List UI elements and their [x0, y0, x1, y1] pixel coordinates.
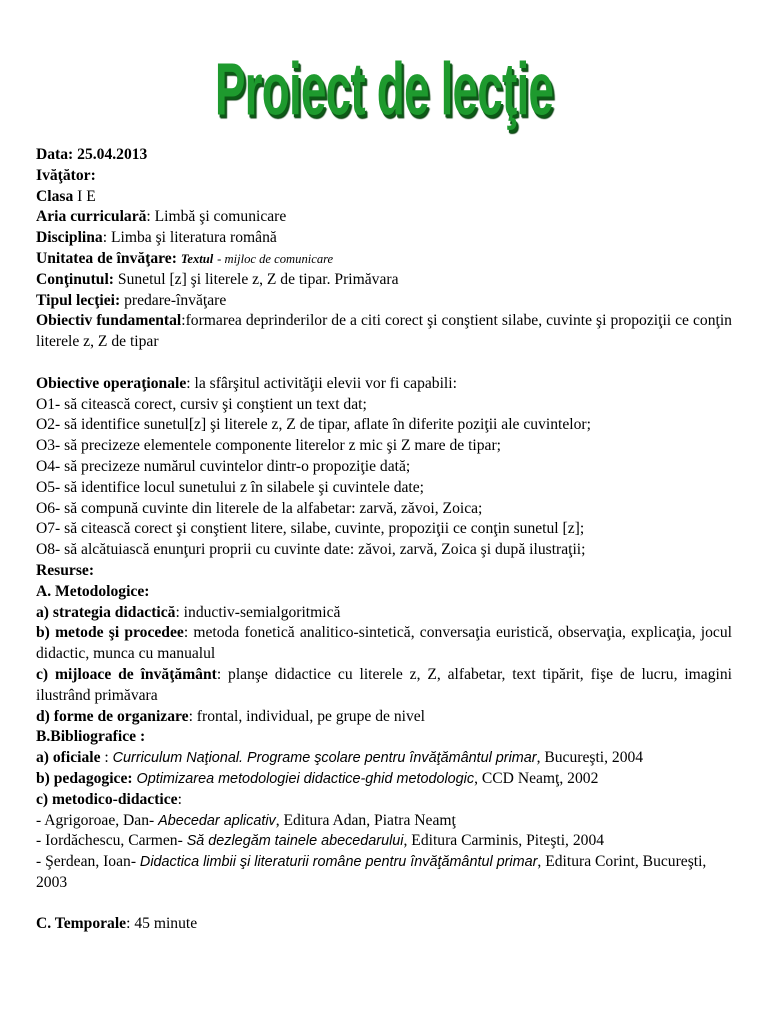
unit-value-rest: - mijloc de comunicare [217, 251, 334, 266]
methodological-heading: A. Metodologice: [36, 582, 150, 600]
methods-line [36, 623, 732, 665]
date-label: Data: [36, 146, 74, 163]
strategy-label: a) strategia didactică [36, 603, 176, 621]
pedagogical-rest: , CCD Neamţ, 2002 [474, 769, 599, 787]
bib-title: Să dezlegăm tainele abecedarului [186, 833, 404, 850]
date-line [36, 145, 732, 166]
operational-label: Obiective operaţionale [36, 374, 187, 392]
methodical-label: c) metodico-didactice [36, 790, 178, 808]
bib-author: - Şerdean, Ioan- [36, 853, 137, 871]
lesson-type-line [36, 291, 732, 312]
bib-rest: , Editura Adan, Piatra Neamţ [275, 811, 456, 829]
strategy-line [36, 603, 732, 624]
discipline-value: : Limba şi literatura română [102, 229, 277, 247]
discipline-label: Disciplina [36, 229, 103, 247]
unit-value-bold: Textul [180, 251, 214, 266]
methods-label: b) metode şi procedee [36, 624, 184, 642]
bib-author: - Agrigoroae, Dan- [36, 811, 155, 829]
pedagogical-label: b) pedagogice: [36, 769, 133, 787]
bibliography-item [36, 811, 732, 832]
lesson-plan-body [36, 145, 732, 935]
lesson-type-label: Tipul lecţiei: [36, 291, 121, 309]
objective-item: O7- să citească corect şi conştient litere, silabe, cuvinte, propoziţii ce conţin sunetul [z]; [36, 520, 585, 538]
means-label: c) mijloace de învăţământ [36, 665, 217, 683]
page-title: Proiect de lecţie [214, 47, 554, 131]
bib-title: Abecedar aplicativ [158, 812, 276, 829]
bib-title: Didactica limbii şi literaturii române pentru învăţământul primar [139, 854, 538, 871]
bibliography-item [36, 831, 732, 852]
pedagogical-title: Optimizarea metodologiei didactice-ghid metodologic [136, 770, 475, 787]
pedagogical-ref [36, 769, 732, 790]
content-value: Sunetul [z] şi literele z, Z de tipar. Primăvara [117, 270, 399, 288]
official-rest: , Bucureşti, 2004 [536, 749, 644, 767]
bib-rest: , Editura Corint, Bucureşti, 2003 [36, 853, 707, 891]
resources-heading: Resurse: [36, 561, 95, 579]
objective-item: O2- să identifice sunetul[z] şi literele z, Z de tipar, aflate în diferite poziţii ale cuvintelor; [36, 416, 591, 434]
area-line [36, 207, 732, 228]
class-line [36, 187, 732, 208]
means-value: : planşe didactice cu literele z, Z, alfabetar, text tipărit, fişe de lucru, imagini ilustrând primăvara [36, 665, 732, 704]
objective-item: O1- să citească corect, cursiv şi conştient un text dat; [36, 395, 367, 413]
unit-label: Unitatea de învăţare: [36, 249, 177, 267]
organization-value: : frontal, individual, pe grupe de nivel [188, 707, 426, 725]
strategy-value: : inductiv-semialgoritmică [175, 603, 341, 621]
class-value: I E [77, 187, 96, 205]
methodical-colon: : [177, 790, 182, 808]
content-label: Conţinutul: [36, 270, 114, 288]
bib-author: - Iordăchescu, Carmen- [36, 832, 183, 850]
fundamental-value: :formarea deprinderilor de a citi corect şi conştient silabe, cuvinte şi propoziţii ce conţin literele z, Z de tipar [36, 312, 732, 351]
official-sep: : [100, 749, 113, 767]
bibliography-item [36, 852, 732, 894]
organization-line [36, 707, 732, 728]
bib-rest: , Editura Carminis, Piteşti, 2004 [403, 832, 605, 850]
temporal-line [36, 914, 732, 935]
content-line [36, 270, 732, 291]
means-line [36, 665, 732, 707]
teacher-label: Ivăţător: [36, 166, 96, 184]
teacher-line [36, 166, 732, 187]
methods-value: : metoda fonetică analitico-sintetică, conversaţia euristică, observaţia, explicaţia, jocul didactic, munca cu manualul [36, 624, 732, 663]
organization-label: d) forme de organizare [36, 707, 189, 725]
objective-item: O3- să precizeze elementele componente literelor z mic şi Z mare de tipar; [36, 437, 501, 455]
area-value: : Limbă şi comunicare [146, 208, 287, 226]
official-title: Curriculum Naţional. Programe şcolare pentru învăţământul primar [112, 750, 537, 767]
temporal-label: C. Temporale [36, 915, 127, 933]
temporal-value: : 45 minute [126, 915, 198, 933]
lesson-type-value: predare-învăţare [124, 291, 227, 309]
objective-item: O4- să precizeze numărul cuvintelor dintr-o propoziţie dată; [36, 457, 411, 475]
fundamental-objective [36, 311, 732, 353]
methodical-heading [36, 790, 732, 811]
operational-intro: : la sfârşitul activităţii elevii vor fi capabili: [186, 374, 457, 392]
objective-item: O5- să identifice locul sunetului z în silabele şi cuvintele date; [36, 478, 424, 496]
objective-item: O6- să compună cuvinte din literele de la alfabetar: zarvă, zăvoi, Zoica; [36, 499, 483, 517]
class-label: Clasa [36, 187, 74, 205]
fundamental-label: Obiectiv fundamental [36, 312, 182, 330]
discipline-line [36, 228, 732, 249]
unit-line [36, 249, 732, 270]
area-label: Aria curriculară [36, 208, 147, 226]
date-value: 25.04.2013 [77, 146, 148, 163]
bibliography-heading: B.Bibliografice : [36, 728, 146, 746]
operational-heading [36, 374, 732, 395]
objective-item: O8- să alcătuiască enunţuri proprii cu cuvinte date: zăvoi, zarvă, Zoica şi după ilustraţii; [36, 541, 586, 559]
official-label: a) oficiale [36, 749, 101, 767]
official-ref [36, 748, 732, 769]
